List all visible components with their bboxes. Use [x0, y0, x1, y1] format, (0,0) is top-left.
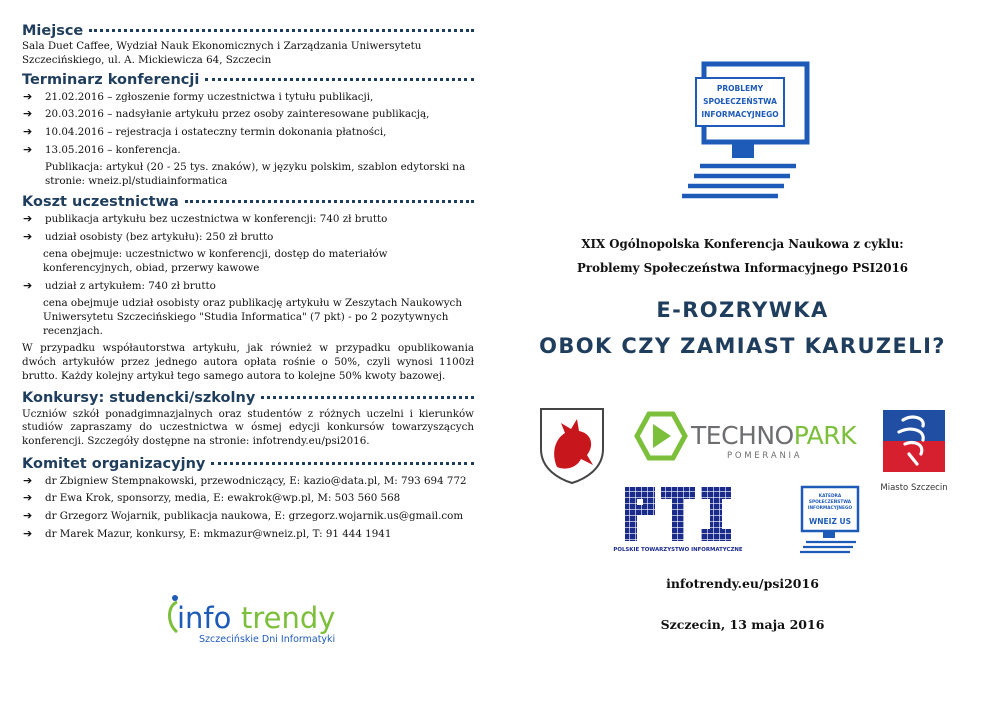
dotted-leader [185, 200, 474, 203]
arrow-right-icon: ➔ [23, 211, 33, 225]
section-title-konkursy: Konkursy: studencki/szkolny [22, 389, 474, 407]
arrow-right-icon: ➔ [23, 107, 33, 121]
venue-text: Sala Duet Caffee, Wydział Nauk Ekonomicznych i Zarządzania Uniwersytetu Szczecińskiego, ul. A. Mickiewicza 64, Szczecin [22, 40, 422, 66]
right-column [505, 0, 980, 701]
arrow-right-icon: ➔ [23, 229, 33, 243]
technopark-pomerania-logo [633, 410, 857, 462]
cost-list-2 [22, 280, 474, 294]
infotrendy-logo [165, 588, 365, 648]
contest-text: Uczniów szkół ponadgimnazjalnych oraz studentów z różnych uczelni i kierunków studiów zapraszamy do uczestnictwa w ósmej edycji konkursów towarzyszących konferencji. Szczegóły dostępne na stronie: infotrendy.eu/psi2016. [22, 407, 474, 447]
section-title-terminarz: Terminarz konferencji [22, 71, 474, 89]
arrow-right-icon: ➔ [23, 526, 33, 540]
conference-line-1: XIX Ogólnopolska Konferencja Naukowa z cyklu: [581, 237, 904, 251]
list-item: ➔ dr Marek Mazur, konkursy, E: mkmazur@wneiz.pl, T: 91 444 1941 [23, 526, 392, 540]
dotted-leader [211, 462, 474, 465]
infotrendy-subtitle: Szczecińskie Dni Informatyki [199, 634, 336, 645]
play-triangle-icon [653, 424, 671, 448]
list-item: ➔ udział osobisty (bez artykułu): 250 zł brutto [23, 229, 274, 243]
miasto-szczecin-label: Miasto Szczecin [880, 483, 948, 493]
pti-letters-icon [625, 487, 731, 541]
arrow-right-icon: ➔ [23, 509, 33, 523]
dotted-leader [261, 396, 474, 399]
psi-line-1: PROBLEMY [716, 84, 764, 93]
section-title-komitet: Komitet organizacyjny [22, 455, 474, 473]
dotted-leader [89, 29, 474, 32]
technopark-wordmark: TECHNOPARK [691, 421, 857, 450]
left-column [22, 22, 474, 546]
list-item: ➔ publikacja artykułu bez uczestnictwa w konferencji: 740 zł brutto [23, 211, 388, 225]
pti-logo [613, 485, 743, 555]
cost-list [22, 213, 474, 244]
dotted-leader [205, 78, 474, 81]
conference-line-2: Problemy Społeczeństwa Informacyjnego PSI2016 [576, 260, 908, 275]
infotrendy-word-a: info [177, 601, 232, 635]
list-item: ➔ dr Zbigniew Stempnakowski, przewodniczący, E: kazio@data.pl, M: 793 694 772 [23, 473, 467, 487]
psi-computer-logo [668, 52, 818, 200]
katedra-line-3: INFORMACYJNEGO [807, 506, 853, 511]
keyboard-icon [682, 166, 796, 196]
list-item: ➔ 13.05.2016 – konferencja. [23, 142, 181, 156]
cost-note: cena obejmuje: uczestnictwo w konferencji, dostęp do materiałów konferencyjnych, obiad, przerwy kawowe [43, 248, 388, 274]
cost-footer: W przypadku współautorstwa artykułu, jak również w przypadku opublikowania dwóch artykułów przez jednego autora opłata rośnie o 50%, czyli wynosi 1100zł brutto. Każdy kolejny artykuł tego samego autora to kolejne 50% kwoty bazowej. [22, 342, 474, 382]
pti-caption: POLSKIE TOWARZYSTWO INFORMATYCZNE [613, 547, 743, 553]
katedra-line-1: KATEDRA [818, 494, 842, 499]
psi-line-3: INFORMACYJNEGO [701, 110, 779, 119]
infotrendy-word-b: trendy [241, 601, 336, 635]
headline-2: OBOK CZY ZAMIAST KARUZELI? [539, 334, 946, 358]
arrow-right-icon: ➔ [23, 473, 33, 487]
list-item: ➔ 20.03.2016 – nadsyłanie artykułu przez osoby zainteresowane publikacją, [23, 107, 430, 121]
list-item: ➔ 21.02.2016 – zgłoszenie formy uczestnictwa i tytułu publikacji, [23, 89, 374, 103]
psi-line-2: SPOŁECZEŃSTWA [703, 97, 777, 106]
conference-info [505, 233, 980, 280]
cost-note: cena obejmuje udział osobisty oraz publikację artykułu w Zeszytach Naukowych Uniwersytetu Szczecińskiego "Studia Informatica" (7 pkt) - po 2 pozytywnych recenzjach. [43, 297, 462, 337]
publication-note: Publikacja: artykuł (20 - 25 tys. znaków), w języku polskim, szablon edytorski na stronie: wneiz.pl/studiainformatica [45, 161, 466, 188]
conference-date: Szczecin, 13 maja 2016 [660, 617, 825, 632]
section-title-koszt: Koszt uczestnictwa [22, 193, 474, 211]
arrow-right-icon: ➔ [23, 491, 33, 505]
list-item: ➔ udział z artykułem: 740 zł brutto [23, 278, 216, 292]
pomorskie-coat-of-arms-logo [537, 405, 607, 485]
wneiz-label: WNEIZ US [808, 517, 852, 526]
conference-url: infotrendy.eu/psi2016 [666, 576, 819, 591]
arrow-right-icon: ➔ [23, 278, 33, 292]
list-item: ➔ 10.04.2016 – rejestracja i ostateczny termin dokonania płatności, [23, 125, 387, 138]
keyboard-icon [800, 542, 856, 552]
list-item: ➔ dr Grzegorz Wojarnik, publikacja naukowa, E: grzegorz.wojarnik.us@gmail.com [23, 509, 464, 523]
miasto-szczecin-logo [879, 410, 949, 496]
pomerania-text: P O M E R A N I A [727, 451, 800, 461]
arrow-right-icon: ➔ [23, 142, 33, 156]
katedra-wneiz-logo [792, 484, 864, 556]
arrow-right-icon: ➔ [23, 125, 33, 138]
monitor-stand [732, 144, 754, 158]
schedule-list [22, 91, 474, 158]
katedra-line-2: SPOŁECZEŃSTWA [808, 500, 852, 505]
arrow-right-icon: ➔ [23, 89, 33, 103]
headline-1: E-ROZRYWKA [656, 298, 829, 322]
section-title-miejsce: Miejsce [22, 22, 474, 40]
committee-list [22, 475, 474, 542]
list-item: ➔ dr Ewa Krok, sponsorzy, media, E: ewakrok@wp.pl, M: 503 560 568 [23, 491, 401, 505]
